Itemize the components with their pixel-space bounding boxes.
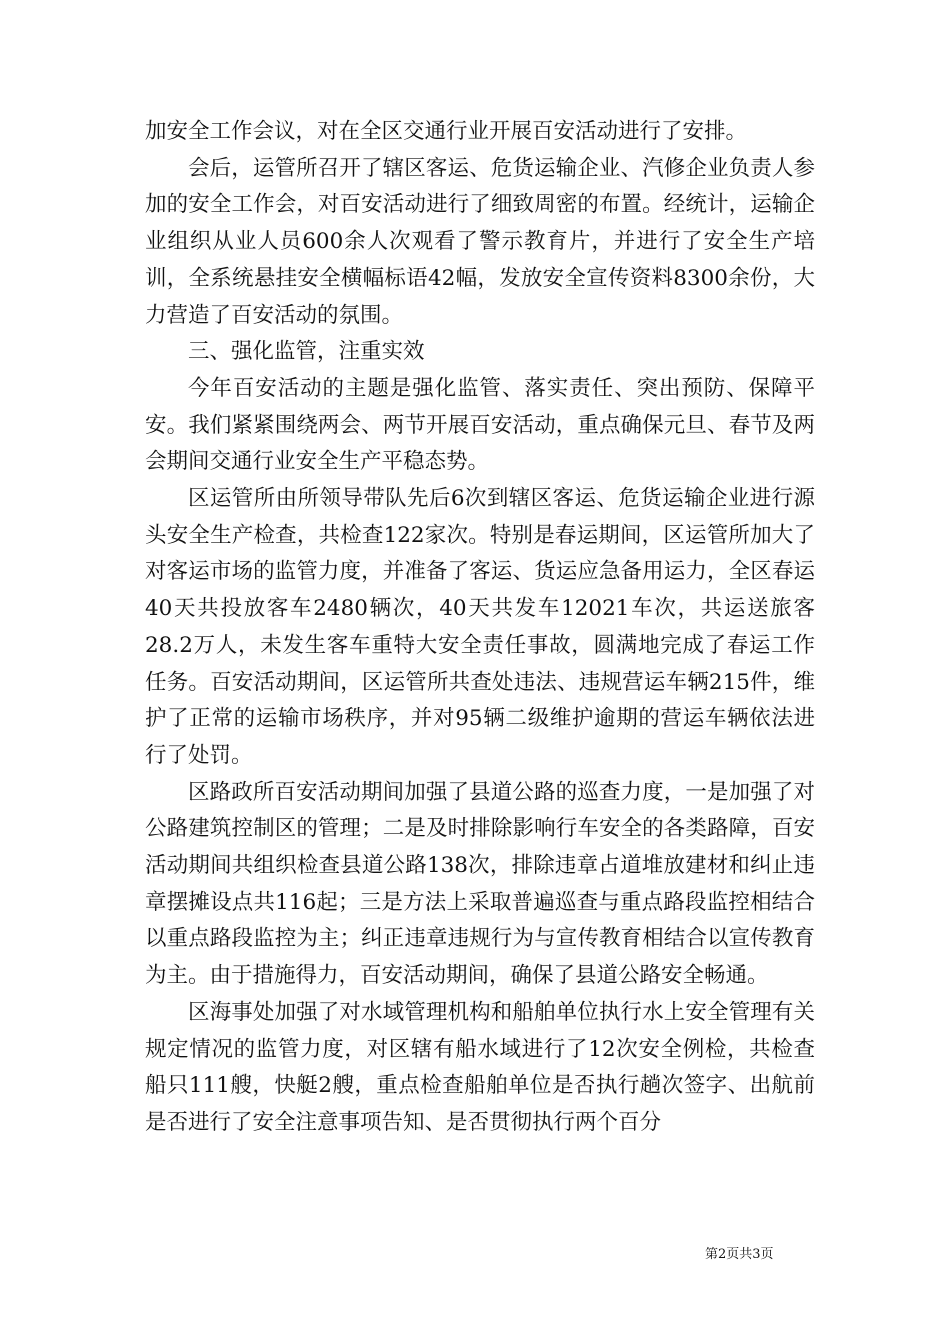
paragraph-maritime-office: 区海事处加强了对水域管理机构和船舶单位执行水上安全管理有关规定情况的监管力度，对区辖有船水域进行了12次安全例检，共检查船只111艘，快艇2艘，重点检查船舶单位是否执行趟次签字、出航前是否进行了安全注意事项告知、是否贯彻执行两个百分 [145, 999, 815, 1135]
paragraph-transport-management: 区运管所由所领导带队先后6次到辖区客运、危货运输企业进行源头安全生产检查，共检查122家次。特别是春运期间，区运管所加大了对客运市场的监管力度，并准备了客运、货运应急备用运力，全区春运40天共投放客车2480辆次，40天共发车12021车次，共运送旅客28.2万人，未发生客车重特大安全责任事故，圆满地完成了春运工作任务。百安活动期间，区运管所共查处违法、违规营运车辆215件，维护了正常的运输市场秩序，并对95辆二级维护逾期的营运车辆依法进行了处罚。 [145, 486, 815, 768]
paragraph-road-administration: 区路政所百安活动期间加强了县道公路的巡查力度，一是加强了对公路建筑控制区的管理；二是及时排除影响行车安全的各类路障，百安活动期间共组织检查县道公路138次，排除违章占道堆放建材和纠止违章摆摊设点共116起；三是方法上采取普遍巡查与重点路段监控相结合以重点路段监控为主；纠正违章违规行为与宣传教育相结合以宣传教育为主。由于措施得力，百安活动期间，确保了县道公路安全畅通。 [145, 779, 815, 989]
paragraph-activity-theme: 今年百安活动的主题是强化监管、落实责任、突出预防、保障平安。我们紧紧围绕两会、两节开展百安活动，重点确保元旦、春节及两会期间交通行业安全生产平稳态势。 [145, 375, 815, 475]
section-heading-strengthen-supervision: 三、强化监管，注重实效 [188, 339, 425, 365]
page-number-footer: 第2页共3页 [705, 1247, 774, 1262]
paragraph-continuation: 加安全工作会议，对在全区交通行业开展百安活动进行了安排。 [145, 119, 748, 144]
document-body [145, 114, 815, 1142]
paragraph-meeting-summary: 会后，运管所召开了辖区客运、危货运输企业、汽修企业负责人参加的安全工作会，对百安活动进行了细致周密的布置。经统计，运输企业组织从业人员600余人次观看了警示教育片，并进行了安全生产培训，全系统悬挂安全横幅标语42幅，发放安全宣传资料8300余份，大力营造了百安活动的氛围。 [145, 155, 815, 328]
